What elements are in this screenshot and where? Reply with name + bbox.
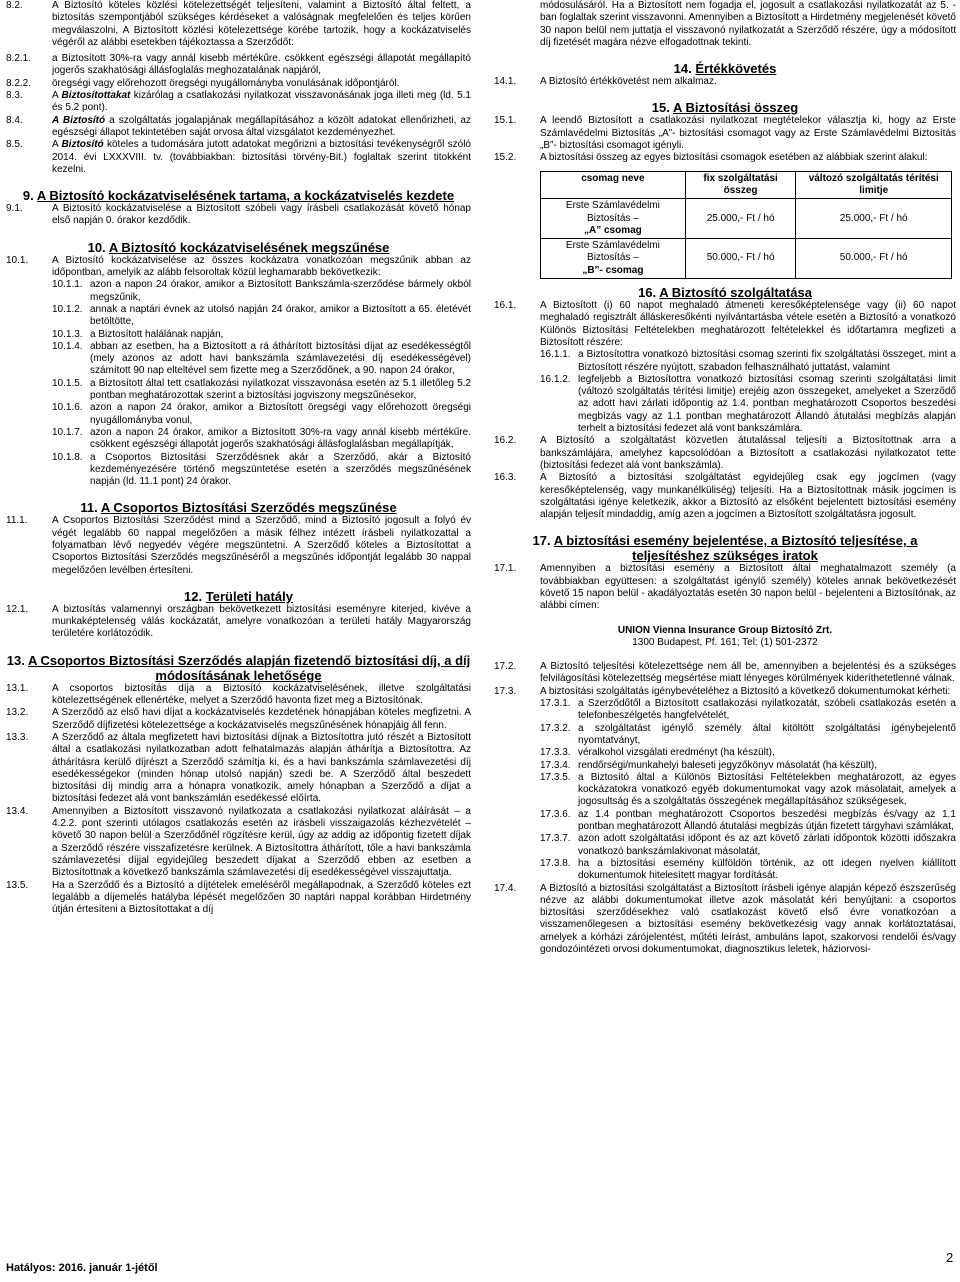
paragraph-number: 15.2. [494, 152, 517, 164]
paragraph-text [52, 139, 471, 176]
effective-date-footer: Hatályos: 2016. január 1-jétől [6, 1262, 158, 1274]
heading-number: 11. [80, 500, 98, 516]
heading-title: A Biztosító kockázatviselésének megszűnése [108, 239, 390, 255]
heading-title: Értékkövetés [695, 61, 777, 77]
paragraph-number: 12.1. [6, 603, 29, 615]
paragraph-number: 13.3. [6, 731, 29, 743]
paragraph-text: A Biztosító kockázatviselése a Biztosított szóbeli vagy írásbeli csatlakozását követő hónap első napján 0. órakor kezdődik. [52, 203, 471, 227]
paragraph-8-2-1 [6, 53, 471, 78]
list-item [494, 374, 956, 435]
paragraph-text: A biztosítási szolgáltatás igénybevételéhez a Biztosító a következő dokumentumokat kérheti: [540, 685, 951, 697]
list-item [494, 747, 956, 759]
paragraph-number: 17.4. [494, 882, 517, 894]
item-number: 10.1.5. [52, 377, 83, 389]
package-name: Erste Számlavédelmi Biztosítás – [565, 200, 660, 224]
paragraph-number: 8.2.1. [6, 53, 32, 65]
paragraph-text: A leendő Biztosított a csatlakozási nyilatkozat megtételekor választja ki, hogy az Erste Számlavédelmi Biztosítás „A”- biztosítási csomagot vagy az Erste Számlavédelmi Biztosítás „B”- biztosítási csomagot igényli. [540, 115, 956, 152]
item-number: 17.3.3. [540, 747, 571, 759]
list-item [6, 427, 471, 452]
paragraph-16-1 [494, 300, 956, 349]
item-text: a Biztosított halálának napján, [90, 328, 224, 340]
item-number: 17.3.8. [540, 857, 571, 869]
heading-number: 16. [638, 285, 657, 301]
table-header: fix szolgáltatási összeg [685, 171, 796, 199]
item-number: 10.1.2. [52, 303, 83, 315]
paragraph-text: A biztosítás valamennyi országban bekövetkezett biztosítási eseményre kiterjed, kivéve a munkaképtelenség válás kockázatát, amelyre vonatkozóan a területi hatály Magyarország területére korlátozódik. [52, 603, 471, 640]
paragraph-text: A csoportos biztosítás díja a Biztosító kockázatviselésének, illetve szolgáltatási kötelezettségének ellenértéke, melyet a Szerződő havonta fizet meg a Biztosítónak. [52, 682, 471, 707]
paragraph-8-5 [6, 139, 471, 176]
section-heading-13 [6, 653, 471, 683]
heading-number: 10. [87, 239, 106, 255]
paragraph-text: A Biztosító értékkövetést nem alkalmaz. [540, 76, 717, 88]
paragraph-number: 13.2. [6, 707, 29, 719]
item-number: 16.1.2. [540, 373, 571, 385]
list-item [6, 279, 471, 304]
paragraph-17-4 [494, 883, 956, 957]
heading-title: A biztosítási esemény bejelentése, a Biztosító teljesítése, a teljesítéshez szükséges iratok [553, 533, 918, 564]
item-text: azon a napon 24 órakor, amikor a Biztosított Bankszámla-szerződése bármely okból megszűnik, [90, 279, 471, 303]
insurer-address [494, 625, 956, 650]
section-heading-10 [6, 240, 471, 255]
insurer-name: UNION Vienna Insurance Group Biztosító Zrt. [617, 624, 833, 636]
table-row [541, 239, 952, 279]
item-text: a Biztosított által tett csatlakozási nyilatkozat visszavonása esetén az 5.1 illetőleg 5.2 pontban meghatározottak szerint a biztosítási jogviszony megszűnésekor, [90, 377, 471, 402]
section-heading-16 [494, 285, 956, 300]
paragraph-text [52, 115, 471, 140]
item-number: 17.3.4. [540, 759, 571, 771]
item-number: 10.1.7. [52, 426, 83, 438]
heading-number: 9. [22, 188, 34, 204]
paragraph-11-1 [6, 515, 471, 576]
item-number: 10.1.6. [52, 402, 83, 414]
paragraph-number: 17.2. [494, 661, 517, 673]
table-cell: 25.000,- Ft / hó [685, 199, 796, 239]
paragraph-13-1 [6, 683, 471, 708]
heading-title: A Csoportos Biztosítási Szerződés alapján fizetendő biztosítási díj, a díj módosításának lehetősége [27, 652, 471, 683]
paragraph-text: A Szerződő az első havi díjat a kockázatviselés kezdetének hónapjában köteles megfizetni. A Szerződő díjfizetési kötelezettsége a kockázatviselés megszűnésének hónapjáig áll fenn. [52, 707, 471, 731]
package-table [540, 171, 952, 279]
table-header-row [541, 171, 952, 199]
paragraph-text: A Biztosító a szolgáltatást közvetlen átutalással teljesíti a Biztosítottnak arra a bankszámlájára, amelyhez kapcsolódóan a Biztosított a csatlakozási nyilatkozatot tette (biztosítási fedezet alá vont bankszámla). [540, 435, 956, 471]
paragraph-number: 13.4. [6, 805, 29, 817]
item-text: a Csoportos Biztosítási Szerződésnek akár a Szerződő, akár a Biztosító kezdeményezésére történő megszüntetése esetén a szerződés megszűnésének napján (ld. 11.1 pont) 24 órakor. [90, 451, 471, 488]
section-heading-15 [494, 100, 956, 115]
heading-number: 12. [184, 588, 203, 604]
paragraph-number: 11.1. [6, 515, 28, 527]
paragraph-number: 8.4. [6, 114, 23, 126]
paragraph-13-2 [6, 707, 471, 732]
table-cell: 25.000,- Ft / hó [796, 199, 952, 239]
paragraph-number: 17.3. [494, 685, 517, 697]
item-text: a Biztosítottra vonatkozó biztosítási csomag szerinti fix szolgáltatási összeget, mint a Biztosított részére nyújtott, szabadon felhasználható juttatást, valamint [578, 349, 956, 373]
section-heading-17 [494, 533, 956, 563]
paragraph-8-2-2 [6, 78, 471, 90]
table-header: változó szolgáltatás térítési limitje [796, 171, 952, 199]
item-number: 10.1.1. [52, 279, 83, 291]
paragraph-13-5 [6, 880, 471, 917]
paragraph-text: Amennyiben a biztosítási esemény a Biztosított által meghatalmazott személy (a továbbiakban együttesen: a szolgáltatást igénylő személy) köteles annak bekövetkezését követő 15 napon belül - akadályoztatás esetén 30 napon belül - bejelenteni a Biztosítónak, az alábbi címen: [540, 563, 956, 612]
paragraph-10-1 [6, 255, 471, 280]
list-item [6, 378, 471, 403]
paragraph-text: A biztosítási összeg az egyes biztosítási csomagok esetében az alábbiak szerint alakul: [540, 152, 928, 164]
paragraph-9-1 [6, 203, 471, 228]
table-header: csomag neve [541, 171, 686, 199]
list-item [494, 723, 956, 748]
list-item [6, 341, 471, 378]
package-label: „B”- csomag [582, 264, 644, 276]
paragraph-text: Ha a Szerződő és a Biztosító a díjtételek emeléséről megállapodnak, a Szerződő köteles ezt legalább a díjemelés hatályba lépését megelőzően 30 naptári nappal korábban Hirdetmény útján értesíteni a Biztosítottakat a díj [52, 879, 471, 916]
list-item [494, 858, 956, 883]
heading-title: A Biztosítási összeg [673, 100, 799, 116]
text-rest: köteles a tudomására jutott adatokat megőrizni a biztosítási tevékenységről szóló 2014. évi LXXXVIII. tv. (továbbiakban: biztosítási törvény-Bit.) foglaltak szerint titokként kezelni. [52, 139, 471, 175]
paragraph-text [52, 90, 471, 115]
heading-number: 13. [6, 652, 25, 668]
paragraph-14-1 [494, 76, 956, 88]
item-number: 10.1.8. [52, 451, 83, 463]
paragraph-text: A Szerződő az általa megfizetett havi biztosítási díjnak a Biztosítottra jutó részét a Biztosított által a csatlakozási nyilatkozatban adott felhatalmazás alapján áthárítja a Biztosítottra. Az áthárításra kerülő díjrészt a Szerződő számítja ki, és a havi bankszámla számlavezetési díj esedékességekor (minden hónap utolsó napján) szedi be. A Szerződő által beszedett biztosítási díj mindig arra a hónapra vonatkozik, amely hónapban a Szerződő a díjat a biztosítási fedezet alá vont bankszámlán esedékessé előírta. [52, 731, 471, 805]
item-number: 10.1.4. [52, 340, 83, 352]
paragraph-number: 15.1. [494, 115, 517, 127]
item-text: ha a biztosítási esemény külföldön történik, az ott idegen nyelven kiállított dokumentumok hitelesített magyar fordítását. [578, 857, 956, 882]
paragraph-number: 8.5. [6, 139, 23, 151]
paragraph-number: 8.2. [6, 0, 23, 11]
item-text: abban az esetben, ha a Biztosított a rá áthárított biztosítási díjat az esedékességtől (mely azonos az adott havi bankszámla számlavezetési díj esedékességével) számított 90 nap elteltével sem fizette meg a Szerződőnek, a 90. napon 24 órakor, [90, 340, 471, 377]
section-heading-9 [6, 188, 471, 203]
page-number: 2 [946, 1250, 954, 1265]
heading-title: Területi hatály [205, 588, 293, 604]
table-cell: 50.000,- Ft / hó [796, 239, 952, 279]
item-text: a Szerződőtől a Biztosított csatlakozási nyilatkozatát, szóbeli csatlakozás esetén a telefonbeszélgetés hangfelvételét, [578, 698, 956, 722]
list-item [494, 349, 956, 374]
section-heading-14 [494, 61, 956, 76]
item-text: a szolgáltatást igénylő személy által kitöltött szolgáltatási igénybejelentő nyomtatványt, [578, 722, 956, 746]
list-item [494, 772, 956, 809]
paragraph-number: 13.1. [6, 682, 29, 694]
item-text: azon adott szolgáltatási időpont és az azt követő zárlati időpontok közötti időszakra vonatkozó bankszámlakivonat másolatát, [578, 833, 956, 857]
paragraph-16-2 [494, 435, 956, 472]
emphasis-text: Biztosító [61, 139, 104, 151]
item-text: annak a naptári évnek az utolsó napján 24 órakor, amikor a Biztosított a 65. életévét betöltötte, [90, 303, 471, 328]
item-text: azon a napon 24 órakor, amikor a Biztosított 30%-ra vagy annál kisebb mértékűre. csökkent egészségi állapotát jogerős szakhatósági állásfoglalásban megállapítják, [90, 426, 471, 451]
list-item [6, 402, 471, 427]
list-item [6, 304, 471, 329]
paragraph-number: 13.5. [6, 879, 29, 891]
emphasis-text: Biztosítottakat [61, 90, 131, 102]
paragraph-text: A Biztosító teljesítési kötelezettsége nem áll be, amennyiben a bejelentési és a szükséges felvilágosítási kötelezettség megsértése miatt lényeges körülmények kideríthetetlenné válnak. [540, 661, 956, 685]
item-number: 17.3.2. [540, 722, 571, 734]
paragraph-text: A Biztosító a biztosítási szolgáltatást egyidejűleg csak egy jogcímen (vagy keresőképtelenség, vagy munkanélküliség) teljesíti. Ha a Biztosítottnak másik jogcímen is szolgáltatási igénye keletkezik, akkor a Biztosító az elsőként bejelentett biztosítási esemény alapján teljesít mindaddig, amíg azen a jogcímen a Biztosított szolgáltatásra jogosult. [540, 472, 956, 521]
paragraph-number: 10.1. [6, 254, 29, 266]
item-text: legfeljebb a Biztosítottra vonatkozó biztosítási csomag szerinti szolgáltatási limit (változó szolgáltatás térítési limitje) erejéig azon összegeket, amelyeket a Szerződő az adott havi zárlati időpontig az 1.4. pontban meghatározott Csoportos beszedési megbízás vagy az 1.1 pontban meghatározott Állandó átutalási megbízás alapján terhelt a biztosítási fedezet alá vont bankszámlára. [578, 373, 956, 435]
table-cell [541, 199, 686, 239]
paragraph-text: A Biztosító köteles közlési kötelezettségét teljesíteni, valamint a Biztosító által feltett, a biztosítás szempontjából szükséges kérdéseket a valóságnak megfelelően és teljes körűen megválaszolni, A Biztosított közlési kötelezettsége körébe tartozik, hogy a kockázatviselés végéről az alábbi esetekben tájékoztassa a Szerződőt: [52, 0, 471, 48]
paragraph-16-3 [494, 472, 956, 521]
paragraph-number: 8.3. [6, 90, 23, 102]
item-text: rendőrségi/munkahelyi baleseti jegyzőkönyv másolatát (ha készült), [578, 759, 878, 771]
right-column [494, 0, 956, 956]
item-text: véralkohol vizsgálati eredményt (ha készült), [578, 747, 775, 759]
paragraph-text: öregségi vagy előrehozott öregségi nyugállományba vonulásának időpontjáról. [52, 77, 400, 89]
section-heading-12 [6, 589, 471, 604]
heading-title: A Csoportos Biztosítási Szerződés megszűnése [100, 500, 397, 516]
paragraph-17-3 [494, 686, 956, 698]
paragraph-text: Amennyiben a Biztosított visszavonó nyilatkozata a csatlakozási nyilatkozat aláírását – a 4.2.2. pont szerinti utólagos csatlakozás esetén az írásbeli visszaigazolás kézhezvételét – követő 30 napon belül a Szerződőnél rögzítésre kerül, úgy az addig az időpontig fizetett díjak a Szerződő részére visszafizetésre kerülnek. A Biztosítottra áthárított, tőle a havi bankszámla számlavezetési díjjal egyidejűleg beszedett díjakat a Szerződő ebben az esetben a Biztosítottnak a következő bankszámla számlavezetési díj esedékességével visszajuttatja. [52, 805, 471, 879]
text-prefix: A [52, 139, 62, 151]
heading-number: 17. [532, 533, 551, 549]
paragraph-8-4 [6, 115, 471, 140]
paragraph-text: a Biztosított 30%-ra vagy annál kisebb mértékűre. csökkent egészségi állapotát megállapító jogerős szakhatósági állásfoglalás meghozatalának napjáról, [52, 53, 471, 77]
item-number: 17.3.6. [540, 808, 571, 820]
list-item [494, 809, 956, 834]
item-number: 17.3.7. [540, 833, 571, 845]
paragraph-text: A Biztosított (i) 60 napot meghaladó átmeneti keresőképtelensége vagy (ii) 60 napot meghaladó regisztrált álláskeresőkénti nyilvántartásba vétele esetén a Biztosító a vonatkozó Különös Biztosítási Feltételekben meghatározott feltételekkel és időtartamra megfizeti a Biztosított részére: [540, 300, 956, 348]
table-cell [541, 239, 686, 279]
table-cell: 50.000,- Ft / hó [685, 239, 796, 279]
paragraph-17-1 [494, 563, 956, 612]
paragraph-15-2 [494, 152, 956, 164]
text-rest: kizárólag a csatlakozási nyilatkozat visszavonásának joga illeti meg (ld. 5.1 és 5.2 pont). [52, 90, 471, 114]
paragraph-13-5-continued [494, 0, 956, 49]
list-item [6, 452, 471, 489]
left-column [6, 0, 471, 916]
paragraph-13-4 [6, 806, 471, 880]
section-heading-11 [6, 500, 471, 515]
item-text: az 1.4 pontban meghatározott Csoportos beszedési megbízás és/vagy az 1.1 pontban meghatározott Állandó átutalási megbízás útján fizetett tárgyhavi számlákat, [578, 808, 956, 833]
list-item [6, 329, 471, 341]
item-number: 10.1.3. [52, 328, 83, 340]
heading-number: 15. [651, 100, 670, 116]
list-item [494, 833, 956, 858]
item-number: 17.3.5. [540, 771, 571, 783]
text-prefix: A [52, 90, 62, 102]
paragraph-8-3 [6, 90, 471, 115]
paragraph-8-2 [6, 0, 471, 49]
item-number: 16.1.1. [540, 349, 571, 361]
table-row [541, 199, 952, 239]
paragraph-number: 8.2.2. [6, 77, 32, 89]
paragraph-text: A Biztosító a biztosítási szolgáltatást a Biztosított írásbeli igénye alapján képező észszerűség nézve az alábbi dokumentumokat illetve azok másolatát kéri benyújtani: a csoportos biztosítási szerződésekhez való csatlakozást követő első évre vonatkozóan a visszamenőlegesen a biztosítási esemény bekövetkezésig vagy annak korlátoztatásai, amelyek a kórházi zárójelentést, műtéti leírást, ambuláns lapot, szakorvosi rendelői és/vagy gondozóintézeti orvosi dokumentumokat, diagnosztikus leletek, háziorvosi- [540, 882, 956, 955]
package-label: „A” csomag [583, 224, 642, 236]
paragraph-number: 16.2. [494, 435, 517, 447]
paragraph-text: A Csoportos Biztosítási Szerződést mind a Szerződő, mind a Biztosító jogosult a folyó év végét legalább 60 nappal megelőzően a másik félhez intézett írásbeli nyilatkozattal a folyamatban lévő negyedév végére megszüntetni. A Szerződő köteles a Biztosítottat a Csoportos Biztosítási Szerződés megszűnéséről a megszűnés időpontját legalább 30 nappal megelőzően levélben értesíteni. [52, 515, 471, 576]
heading-title: A Biztosító szolgáltatása [659, 285, 812, 301]
paragraph-15-1 [494, 115, 956, 152]
item-number: 17.3.1. [540, 698, 571, 710]
heading-number: 14. [673, 61, 692, 77]
emphasis-text: A Biztosító [52, 114, 106, 126]
paragraph-number: 14.1. [494, 76, 517, 88]
list-item [494, 760, 956, 772]
text-rest: a szolgáltatás jogalapjának megállapításához a közölt adatokat ellenőrizheti, az egészségi állapot tekintetében saját orvosa által vizsgálatot kezdeményezhet. [52, 114, 471, 138]
insurer-contact: 1300 Budapest, Pf. 161; Tel: (1) 501-2372 [632, 636, 818, 648]
list-item [494, 698, 956, 723]
paragraph-17-2 [494, 661, 956, 686]
paragraph-number: 17.1. [494, 563, 517, 575]
paragraph-number: 16.1. [494, 300, 517, 312]
item-text: azon a napon 24 órakor, amikor a Biztosított öregségi vagy előrehozott öregségi nyugállományba vonul, [90, 402, 471, 426]
paragraph-text: A Biztosító kockázatviselése az összes kockázatra vonatkozóan megszűnik abban az időpontban, amelyik az alább felsoroltak közül leghamarabb bekövetkezik: [52, 254, 471, 279]
paragraph-number: 16.3. [494, 472, 517, 484]
package-name: Erste Számlavédelmi Biztosítás – [565, 240, 660, 264]
paragraph-text: módosulásáról. Ha a Biztosított nem fogadja el, jogosult a csatlakozási nyilatkozatát az 5. -ban foglaltak szerint visszavonni. Amennyiben a Biztosított a Hirdetmény megjelenését követő 30 napon belül nem juttatja el visszavonó nyilatkozatát a Szerződő részére, úgy a módosított díj fizetését magára nézve elfogadottnak tekinti. [540, 0, 956, 48]
paragraph-12-1 [6, 604, 471, 641]
heading-title: A Biztosító kockázatviselésének tartama, a kockázatviselés kezdete [36, 188, 455, 204]
item-text: a Biztosító által a Különös Biztosítási Feltételekben meghatározott, az egyes kockázatokra vonatkozó egyéb dokumentumokat vagy azok másolatait, amelyek a jogosultság és a szolgáltatás összegének megállapításához szükségesek, [578, 771, 956, 808]
paragraph-number: 9.1. [6, 203, 23, 215]
paragraph-13-3 [6, 732, 471, 806]
